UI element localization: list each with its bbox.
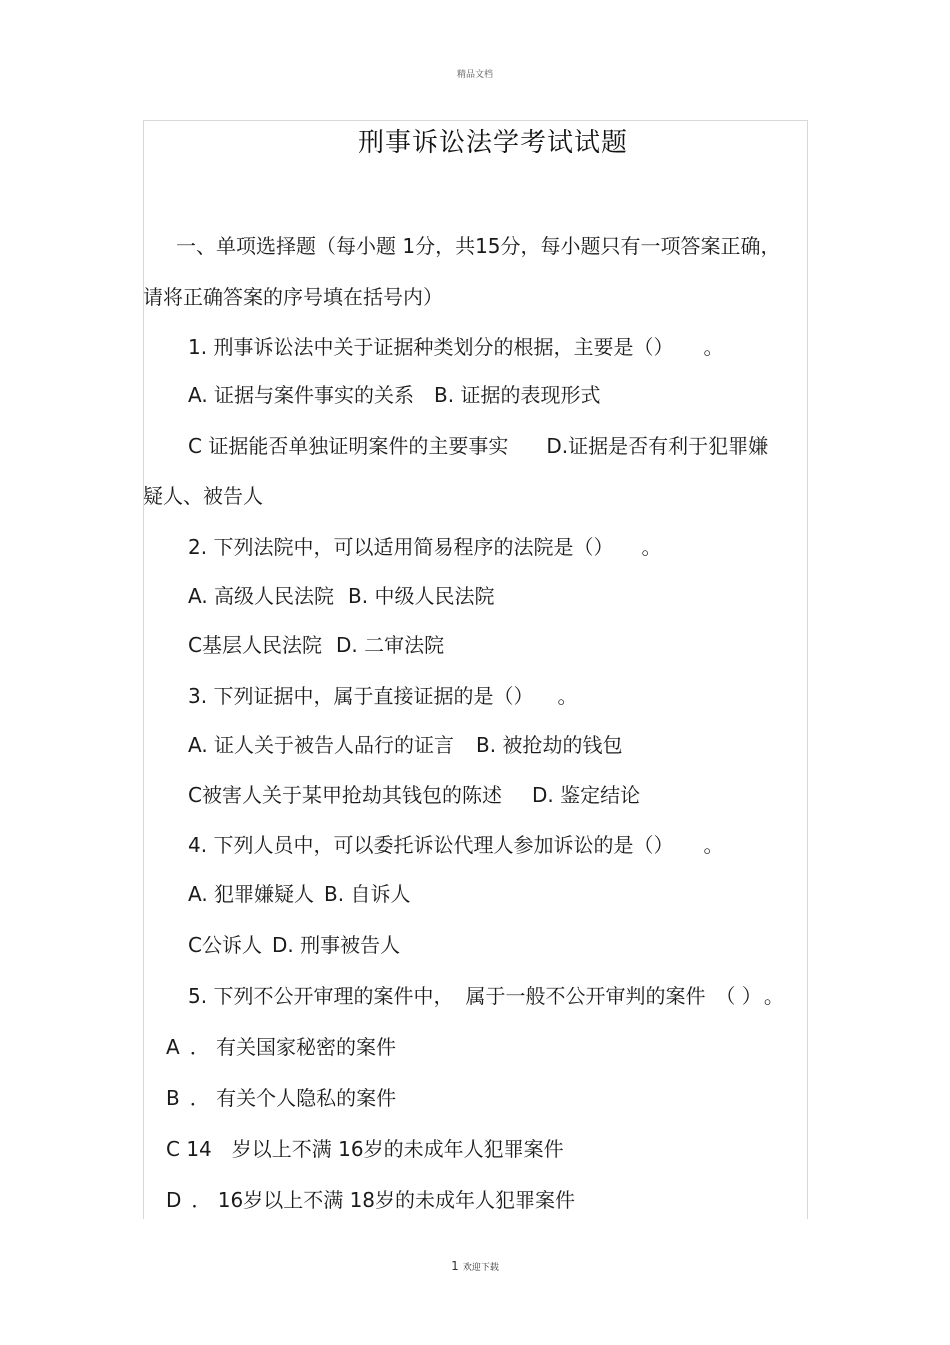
footer-text: 欢迎下载: [462, 1263, 499, 1273]
question-5-option-c-text: 岁以上不满 16岁的未成年人犯罪案件: [231, 1137, 564, 1161]
question-2-text: 2. 下列法院中，可以适用简易程序的法院是（）: [188, 535, 614, 559]
question-4-options-ab: [188, 878, 410, 907]
question-5-option-a-letter: A: [166, 1035, 180, 1059]
question-1-end: 。: [703, 335, 724, 359]
page-footer: [0, 1259, 950, 1273]
question-5-option-d: [166, 1184, 575, 1213]
question-1-option-b: B. 证据的表现形式: [434, 383, 601, 407]
question-1-options-ab: [188, 379, 600, 408]
question-3-option-d: D. 鉴定结论: [531, 783, 641, 807]
question-2-stem: [188, 531, 661, 560]
question-4-text: 4. 下列人员中，可以委托诉讼代理人参加诉讼的是（）: [188, 833, 674, 857]
question-1-option-d-continued: 疑人、被告人: [143, 484, 263, 508]
question-4-stem: [188, 829, 723, 858]
question-1-option-d: D.证据是否有利于犯罪嫌: [546, 434, 769, 458]
section-heading-line1: 一、单项选择题（每小题 1分，共15分，每小题只有一项答案正确，: [176, 234, 781, 258]
page-number: 1: [451, 1259, 459, 1273]
question-5-option-b: [166, 1082, 396, 1111]
question-4-end: 。: [703, 833, 724, 857]
header-note: 精品文档: [456, 70, 493, 80]
question-5-paren: （ ）: [715, 984, 762, 1008]
question-5-option-b-letter: B: [166, 1086, 180, 1110]
question-2-options-cd: [188, 629, 444, 658]
question-5-option-b-text: ． 有关个人隐私的案件: [189, 1086, 397, 1110]
question-1-options-cd: [188, 430, 768, 459]
question-2-option-d: D. 二审法院: [335, 633, 445, 657]
question-5-text-b: 属于一般不公开审判的案件: [465, 984, 706, 1008]
question-5-option-a: [166, 1031, 396, 1060]
question-1-option-a: A. 证据与案件事实的关系: [188, 383, 415, 407]
question-2-end: 。: [641, 535, 662, 559]
question-2-option-a: A. 高级人民法院: [188, 584, 335, 608]
question-2-option-c: C基层人民法院: [188, 633, 322, 657]
question-3-options-cd: [188, 779, 640, 808]
question-1-stem: [188, 331, 723, 360]
question-1-option-c: C 证据能否单独证明案件的主要事实: [188, 434, 509, 458]
question-3-option-c: C被害人关于某甲抢劫其钱包的陈述: [188, 783, 502, 807]
question-3-text: 3. 下列证据中，属于直接证据的是（）: [188, 684, 534, 708]
question-5-option-c-letter: C 14: [166, 1137, 212, 1161]
question-3-options-ab: [188, 729, 622, 758]
question-5-end: 。: [763, 984, 784, 1008]
question-2-options-ab: [188, 580, 494, 609]
question-3-option-b: B. 被抢劫的钱包: [476, 733, 623, 757]
question-4-option-a: A. 犯罪嫌疑人: [188, 882, 315, 906]
question-3-end: 。: [557, 684, 578, 708]
question-5-option-d-letter: D: [166, 1188, 182, 1212]
question-4-option-b: B. 自诉人: [324, 882, 411, 906]
question-4-options-cd: [188, 929, 400, 958]
question-1-text: 1. 刑事诉讼法中关于证据种类划分的根据，主要是（）: [188, 335, 674, 359]
question-5-stem: [188, 980, 784, 1009]
question-5-option-d-text: ． 16岁以上不满 18岁的未成年人犯罪案件: [191, 1188, 576, 1212]
section-heading-line2: 请将正确答案的序号填在括号内）: [143, 285, 443, 309]
question-2-option-b: B. 中级人民法院: [348, 584, 495, 608]
document-title: 刑事诉讼法学考试试题: [357, 128, 628, 158]
question-3-stem: [188, 680, 577, 709]
question-3-option-a: A. 证人关于被告人品行的证言: [188, 733, 455, 757]
question-4-option-c: C公诉人: [188, 933, 262, 957]
question-4-option-d: D. 刑事被告人: [271, 933, 401, 957]
question-5-option-c: [166, 1133, 564, 1162]
question-5-text-a: 5. 下列不公开审理的案件中，: [188, 984, 454, 1008]
question-5-option-a-text: ． 有关国家秘密的案件: [189, 1035, 397, 1059]
